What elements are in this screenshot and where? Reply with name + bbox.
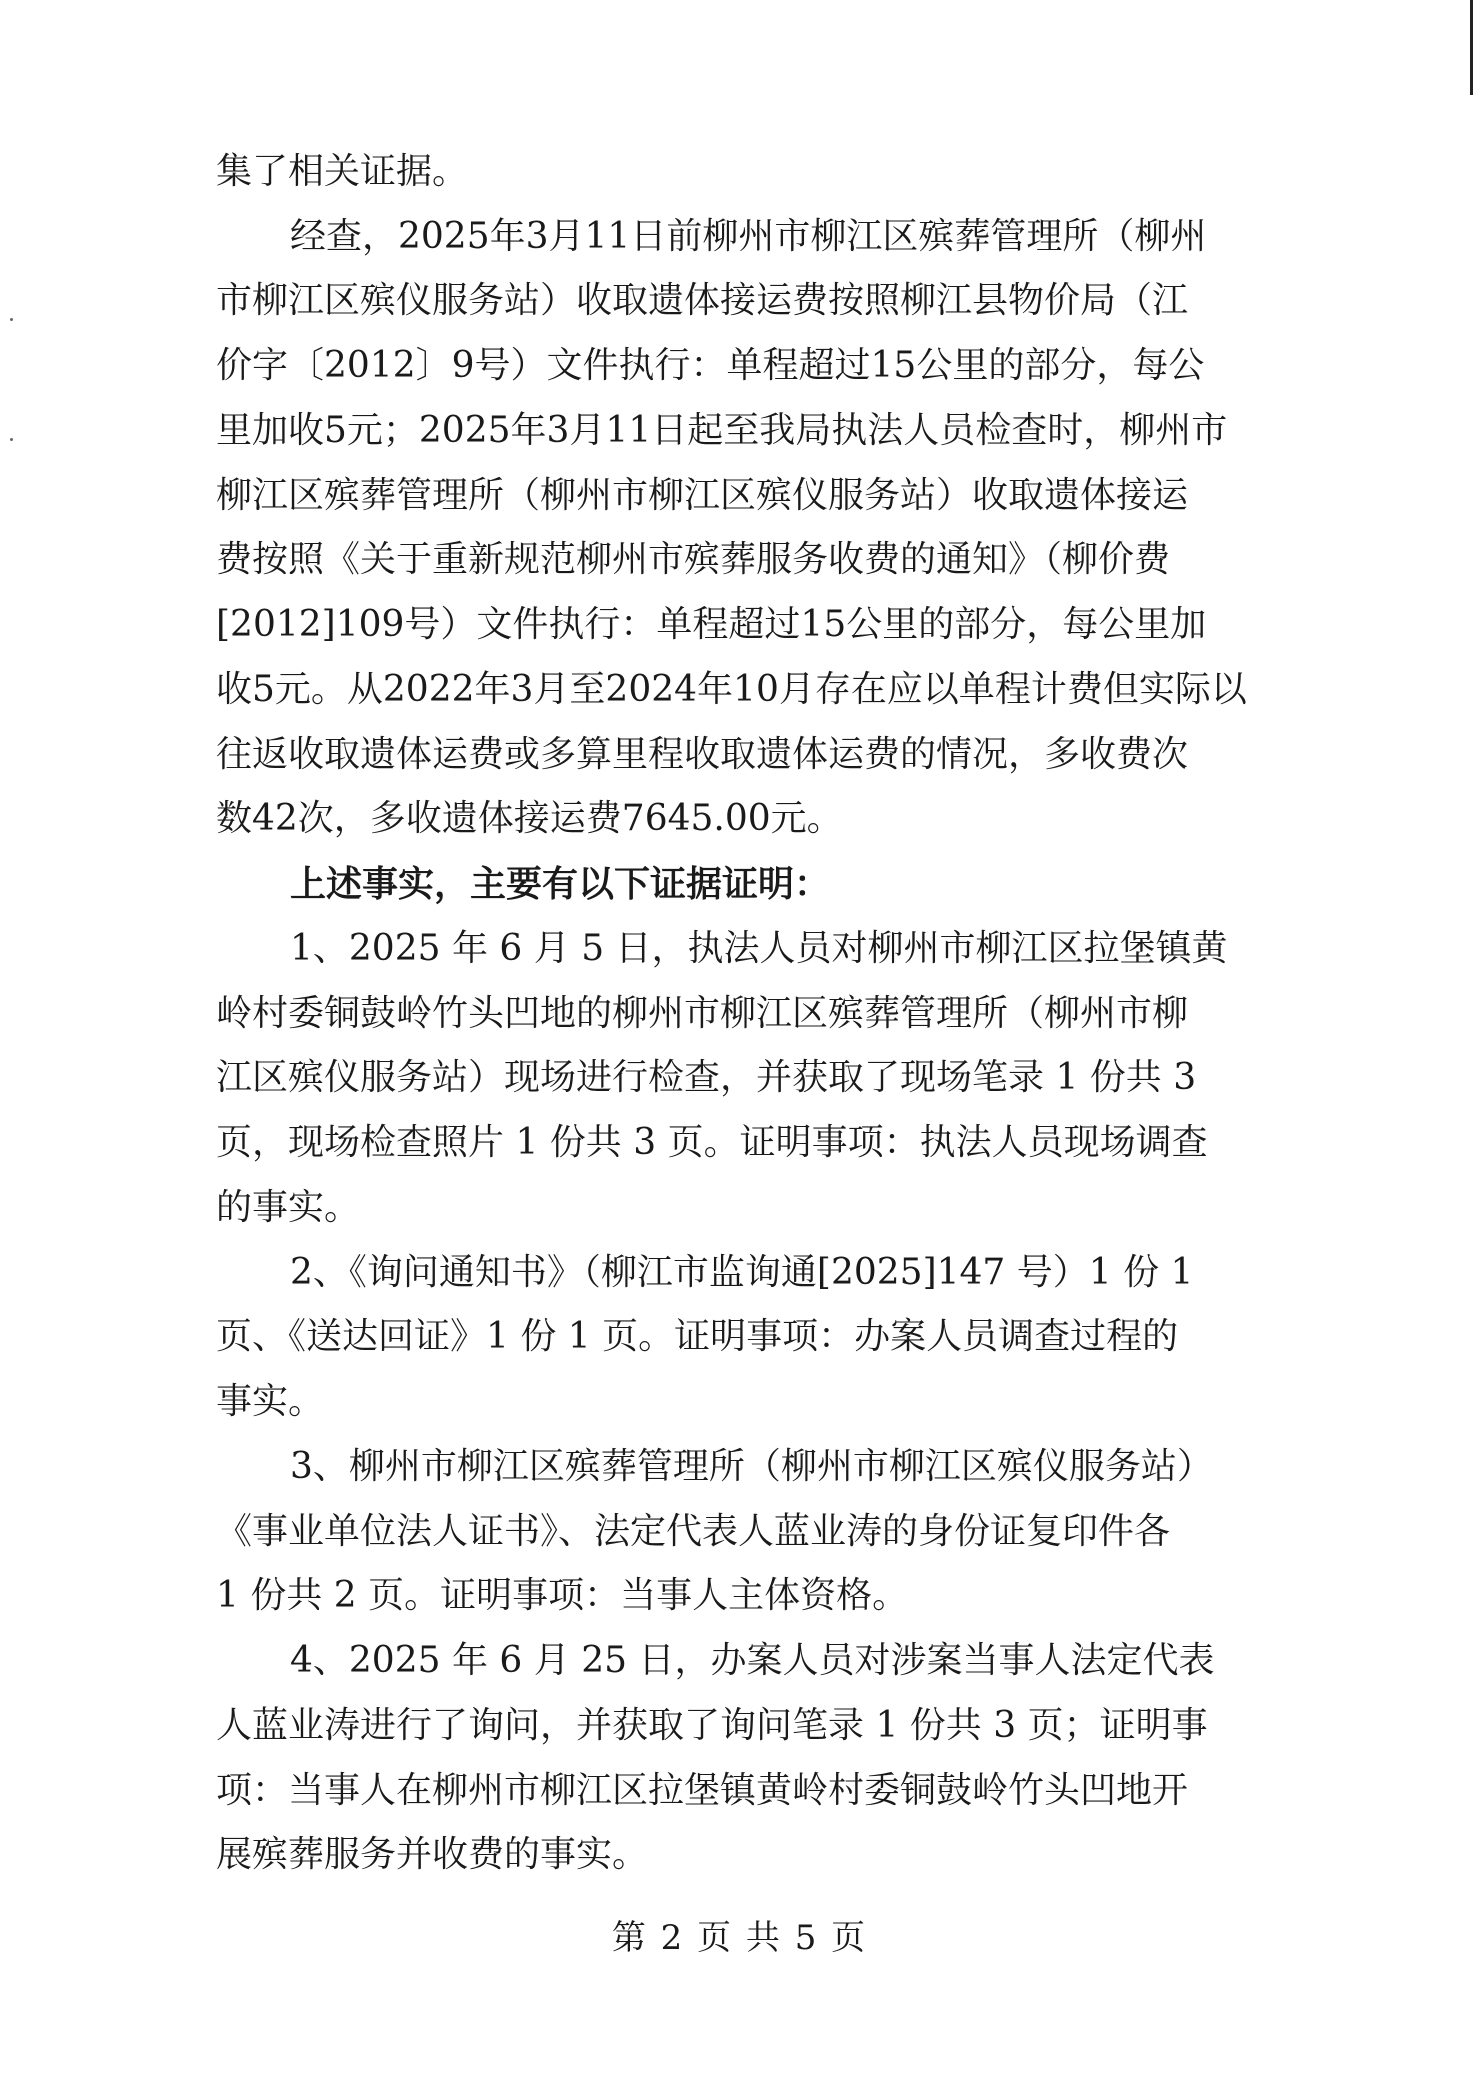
- body-line: 里加收5元；2025年3月11日起至我局执法人员检查时，柳州市: [216, 409, 1228, 451]
- evidence-item-3: 3、柳州市柳江区殡葬管理所（柳州市柳江区殡仪服务站）: [290, 1445, 1213, 1487]
- body-line: 费按照《关于重新规范柳州市殡葬服务收费的通知》（柳价费: [216, 539, 1171, 581]
- body-line: 经查，2025年3月11日前柳州市柳江区殡葬管理所（柳州: [290, 215, 1207, 257]
- section-heading: 上述事实，主要有以下证据证明：: [290, 863, 831, 906]
- body-line: 价字〔2012〕9号）文件执行：单程超过15公里的部分，每公: [216, 345, 1205, 387]
- body-line: 数42次，多收遗体接运费7645.00元。: [216, 798, 843, 840]
- evidence-item-4: 4、2025 年 6 月 25 日，办案人员对涉案当事人法定代表: [290, 1640, 1215, 1682]
- body-line: 人蓝业涛进行了询问，并获取了询问笔录 1 份共 3 页；证明事: [216, 1704, 1208, 1746]
- body-line: 项：当事人在柳州市柳江区拉堡镇黄岭村委铜鼓岭竹头凹地开: [216, 1769, 1189, 1811]
- body-line: 市柳江区殡仪服务站）收取遗体接运费按照柳江县物价局（江: [216, 280, 1189, 322]
- body-line: 《事业单位法人证书》、法定代表人蓝业涛的身份证复印件各: [216, 1510, 1171, 1552]
- body-line: 页，现场检查照片 1 份共 3 页。证明事项：执法人员现场调查: [216, 1122, 1208, 1164]
- body-line: 展殡葬服务并收费的事实。: [216, 1834, 649, 1876]
- body-line: 事实。: [216, 1381, 325, 1423]
- body-line: 往返收取遗体运费或多算里程收取遗体运费的情况，多收费次: [216, 733, 1189, 775]
- body-line: 岭村委铜鼓岭竹头凹地的柳州市柳江区殡葬管理所（柳州市柳: [216, 992, 1189, 1034]
- scan-speck: [10, 318, 13, 321]
- body-line: [2012]109号）文件执行：单程超过15公里的部分，每公里加: [216, 604, 1207, 646]
- evidence-item-1: 1、2025 年 6 月 5 日，执法人员对柳州市柳江区拉堡镇黄: [290, 927, 1228, 969]
- body-line: 的事实。: [216, 1186, 361, 1228]
- evidence-item-2: 2、《询问通知书》（柳江市监询通[2025]147 号）1 份 1: [290, 1251, 1194, 1293]
- page-number-footer: 第 2 页 共 5 页: [611, 1918, 868, 1958]
- body-line: 柳江区殡葬管理所（柳州市柳江区殡仪服务站）收取遗体接运: [216, 474, 1189, 516]
- scan-speck: [10, 438, 13, 441]
- body-line: 江区殡仪服务站）现场进行检查，并获取了现场笔录 1 份共 3: [216, 1057, 1197, 1099]
- body-line: 收5元。从2022年3月至2024年10月存在应以单程计费但实际以: [216, 668, 1247, 710]
- body-line: 集了相关证据。: [216, 151, 469, 192]
- body-line: 页、《送达回证》1 份 1 页。证明事项：办案人员调查过程的: [216, 1316, 1179, 1358]
- scan-edge-mark: [1470, 0, 1473, 95]
- body-line: 1 份共 2 页。证明事项：当事人主体资格。: [216, 1575, 909, 1617]
